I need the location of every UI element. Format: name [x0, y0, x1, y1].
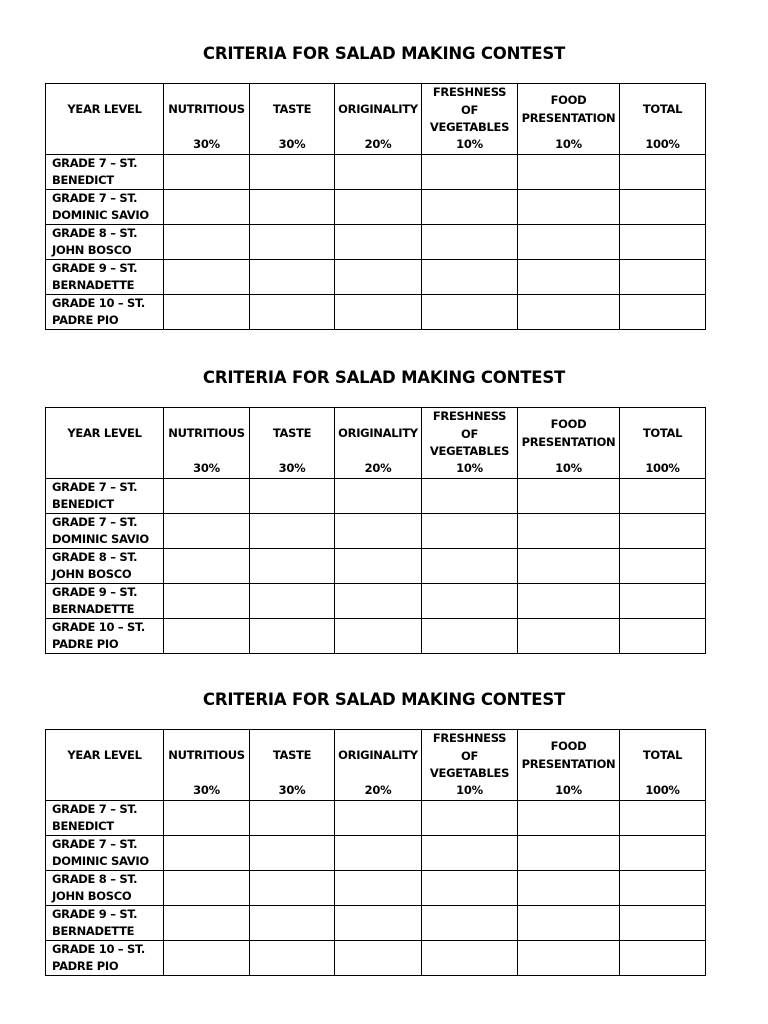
table-row: [46, 224, 706, 259]
column-header: [422, 84, 518, 155]
score-sheet: [0, 686, 768, 986]
score-cell[interactable]: [422, 154, 518, 189]
score-cell[interactable]: [620, 548, 706, 583]
column-header: [164, 84, 250, 155]
score-cell[interactable]: [422, 513, 518, 548]
score-cell[interactable]: [250, 259, 335, 294]
column-header: [46, 408, 164, 479]
score-cell[interactable]: [164, 618, 250, 653]
score-cell[interactable]: [250, 800, 335, 835]
column-weight: 30%: [278, 137, 306, 151]
year-level-cell: GRADE 7 – ST. DOMINIC SAVIO: [46, 835, 164, 870]
column-label: FRESHNESS OF VEGETABLES: [429, 731, 510, 780]
column-header: [422, 730, 518, 801]
column-header: [164, 408, 250, 479]
score-cell[interactable]: [250, 905, 335, 940]
column-header: [518, 408, 620, 479]
column-header: [250, 84, 335, 155]
score-cell[interactable]: [250, 154, 335, 189]
column-header: [620, 84, 706, 155]
score-cell[interactable]: [250, 294, 335, 329]
column-label: NUTRITIOUS: [168, 426, 245, 440]
column-header: [46, 84, 164, 155]
score-cell[interactable]: [422, 905, 518, 940]
column-label: YEAR LEVEL: [67, 102, 142, 116]
score-cell[interactable]: [518, 224, 620, 259]
score-cell[interactable]: [620, 189, 706, 224]
column-weight: 10%: [555, 783, 582, 797]
score-cell[interactable]: [250, 189, 335, 224]
score-cell[interactable]: [620, 940, 706, 975]
score-cell[interactable]: [335, 870, 422, 905]
score-cell[interactable]: [518, 870, 620, 905]
year-level-cell: GRADE 7 – ST. BENEDICT: [46, 478, 164, 513]
table-row: [46, 905, 706, 940]
column-header: [620, 730, 706, 801]
column-label: ORIGINALITY: [338, 102, 418, 116]
score-cell[interactable]: [620, 513, 706, 548]
column-weight: 30%: [193, 783, 220, 797]
header-row: [46, 730, 706, 801]
score-cell[interactable]: [422, 618, 518, 653]
column-header: [46, 730, 164, 801]
column-label: ORIGINALITY: [338, 748, 418, 762]
score-cell[interactable]: [422, 583, 518, 618]
criteria-table: [45, 83, 706, 330]
score-cell[interactable]: [518, 618, 620, 653]
score-cell[interactable]: [620, 905, 706, 940]
year-level-cell: GRADE 10 – ST. PADRE PIO: [46, 940, 164, 975]
score-cell[interactable]: [620, 154, 706, 189]
column-header: [518, 84, 620, 155]
column-label: TOTAL: [642, 102, 683, 116]
score-cell[interactable]: [335, 224, 422, 259]
column-label: FRESHNESS OF VEGETABLES: [429, 85, 510, 134]
score-cell[interactable]: [518, 189, 620, 224]
score-cell[interactable]: [422, 189, 518, 224]
score-cell[interactable]: [620, 835, 706, 870]
column-label: FRESHNESS OF VEGETABLES: [429, 409, 510, 458]
column-label: FOOD PRESENTATION: [521, 417, 616, 449]
score-cell[interactable]: [164, 583, 250, 618]
score-cell[interactable]: [518, 835, 620, 870]
column-weight: 100%: [645, 137, 680, 151]
column-header: [422, 408, 518, 479]
table-row: [46, 870, 706, 905]
header-row: [46, 408, 706, 479]
column-weight: 20%: [364, 783, 392, 797]
score-cell[interactable]: [335, 940, 422, 975]
score-sheet: [0, 364, 768, 664]
score-cell[interactable]: [518, 478, 620, 513]
score-cell[interactable]: [335, 294, 422, 329]
score-cell[interactable]: [335, 513, 422, 548]
score-cell[interactable]: [250, 618, 335, 653]
column-label: ORIGINALITY: [338, 426, 418, 440]
table-row: [46, 513, 706, 548]
score-cell[interactable]: [164, 513, 250, 548]
score-cell[interactable]: [620, 870, 706, 905]
header-row: [46, 84, 706, 155]
score-cell[interactable]: [620, 478, 706, 513]
score-cell[interactable]: [422, 224, 518, 259]
score-cell[interactable]: [518, 294, 620, 329]
score-cell[interactable]: [422, 548, 518, 583]
column-label: YEAR LEVEL: [67, 748, 142, 762]
year-level-cell: GRADE 7 – ST. DOMINIC SAVIO: [46, 513, 164, 548]
year-level-cell: GRADE 9 – ST. BERNADETTE: [46, 259, 164, 294]
score-cell[interactable]: [335, 800, 422, 835]
score-cell[interactable]: [335, 189, 422, 224]
score-cell[interactable]: [164, 800, 250, 835]
column-label: FOOD PRESENTATION: [521, 93, 616, 125]
score-cell[interactable]: [250, 224, 335, 259]
column-weight: 20%: [364, 461, 392, 475]
table-row: [46, 800, 706, 835]
table-row: [46, 548, 706, 583]
column-weight: 30%: [278, 783, 306, 797]
score-cell[interactable]: [164, 940, 250, 975]
score-cell[interactable]: [164, 224, 250, 259]
score-cell[interactable]: [250, 835, 335, 870]
score-cell[interactable]: [518, 154, 620, 189]
score-cell[interactable]: [164, 154, 250, 189]
year-level-cell: GRADE 8 – ST. JOHN BOSCO: [46, 548, 164, 583]
column-weight: 10%: [555, 461, 582, 475]
column-label: YEAR LEVEL: [67, 426, 142, 440]
score-cell[interactable]: [422, 478, 518, 513]
year-level-cell: GRADE 8 – ST. JOHN BOSCO: [46, 870, 164, 905]
column-weight: 30%: [193, 461, 220, 475]
score-cell[interactable]: [250, 513, 335, 548]
score-cell[interactable]: [620, 294, 706, 329]
score-cell[interactable]: [335, 835, 422, 870]
score-cell[interactable]: [422, 940, 518, 975]
year-level-cell: GRADE 10 – ST. PADRE PIO: [46, 618, 164, 653]
score-cell[interactable]: [518, 548, 620, 583]
year-level-cell: GRADE 9 – ST. BERNADETTE: [46, 583, 164, 618]
sheet-title: CRITERIA FOR SALAD MAKING CONTEST: [202, 44, 566, 63]
column-header: [250, 408, 335, 479]
score-cell[interactable]: [335, 478, 422, 513]
sheet-title: CRITERIA FOR SALAD MAKING CONTEST: [202, 368, 566, 387]
table-row: [46, 618, 706, 653]
table-row: [46, 294, 706, 329]
score-cell[interactable]: [620, 800, 706, 835]
score-cell[interactable]: [250, 940, 335, 975]
table-row: [46, 835, 706, 870]
score-cell[interactable]: [518, 513, 620, 548]
column-header: [620, 408, 706, 479]
table-row: [46, 259, 706, 294]
score-cell[interactable]: [518, 800, 620, 835]
score-cell[interactable]: [620, 583, 706, 618]
column-weight: 100%: [645, 783, 680, 797]
score-cell[interactable]: [335, 583, 422, 618]
column-weight: 10%: [456, 137, 483, 151]
score-cell[interactable]: [250, 583, 335, 618]
column-weight: 20%: [364, 137, 392, 151]
table-row: [46, 478, 706, 513]
score-cell[interactable]: [164, 548, 250, 583]
score-cell[interactable]: [164, 294, 250, 329]
year-level-cell: GRADE 9 – ST. BERNADETTE: [46, 905, 164, 940]
column-label: TASTE: [272, 102, 312, 116]
column-header: [335, 84, 422, 155]
table-row: [46, 583, 706, 618]
column-label: FOOD PRESENTATION: [521, 739, 616, 771]
column-header: [335, 730, 422, 801]
column-weight: 10%: [456, 783, 483, 797]
score-cell[interactable]: [335, 618, 422, 653]
score-cell[interactable]: [164, 870, 250, 905]
column-label: NUTRITIOUS: [168, 748, 245, 762]
score-cell[interactable]: [620, 259, 706, 294]
year-level-cell: GRADE 7 – ST. BENEDICT: [46, 800, 164, 835]
column-weight: 10%: [555, 137, 582, 151]
score-cell[interactable]: [422, 294, 518, 329]
score-cell[interactable]: [250, 548, 335, 583]
year-level-cell: GRADE 10 – ST. PADRE PIO: [46, 294, 164, 329]
score-cell[interactable]: [164, 905, 250, 940]
column-label: NUTRITIOUS: [168, 102, 245, 116]
score-cell[interactable]: [422, 835, 518, 870]
score-cell[interactable]: [164, 189, 250, 224]
year-level-cell: GRADE 7 – ST. BENEDICT: [46, 154, 164, 189]
score-cell[interactable]: [518, 905, 620, 940]
score-cell[interactable]: [335, 259, 422, 294]
column-header: [164, 730, 250, 801]
score-cell[interactable]: [422, 800, 518, 835]
score-cell[interactable]: [164, 259, 250, 294]
score-cell[interactable]: [422, 870, 518, 905]
criteria-table: [45, 729, 706, 976]
column-header: [518, 730, 620, 801]
score-cell[interactable]: [620, 618, 706, 653]
score-cell[interactable]: [518, 259, 620, 294]
column-weight: 10%: [456, 461, 483, 475]
score-cell[interactable]: [620, 224, 706, 259]
column-weight: 100%: [645, 461, 680, 475]
column-label: TASTE: [272, 748, 312, 762]
score-cell[interactable]: [518, 940, 620, 975]
table-row: [46, 154, 706, 189]
score-sheet: [0, 40, 768, 340]
table-row: [46, 189, 706, 224]
column-weight: 30%: [193, 137, 220, 151]
column-weight: 30%: [278, 461, 306, 475]
column-header: [335, 408, 422, 479]
column-header: [250, 730, 335, 801]
column-label: TOTAL: [642, 748, 683, 762]
column-label: TOTAL: [642, 426, 683, 440]
score-cell[interactable]: [250, 478, 335, 513]
table-row: [46, 940, 706, 975]
score-cell[interactable]: [335, 154, 422, 189]
score-cell[interactable]: [250, 870, 335, 905]
score-cell[interactable]: [164, 835, 250, 870]
sheet-title: CRITERIA FOR SALAD MAKING CONTEST: [202, 690, 566, 709]
score-cell[interactable]: [422, 259, 518, 294]
year-level-cell: GRADE 7 – ST. DOMINIC SAVIO: [46, 189, 164, 224]
score-cell[interactable]: [335, 905, 422, 940]
column-label: TASTE: [272, 426, 312, 440]
score-cell[interactable]: [164, 478, 250, 513]
criteria-table: [45, 407, 706, 654]
year-level-cell: GRADE 8 – ST. JOHN BOSCO: [46, 224, 164, 259]
score-cell[interactable]: [335, 548, 422, 583]
score-cell[interactable]: [518, 583, 620, 618]
